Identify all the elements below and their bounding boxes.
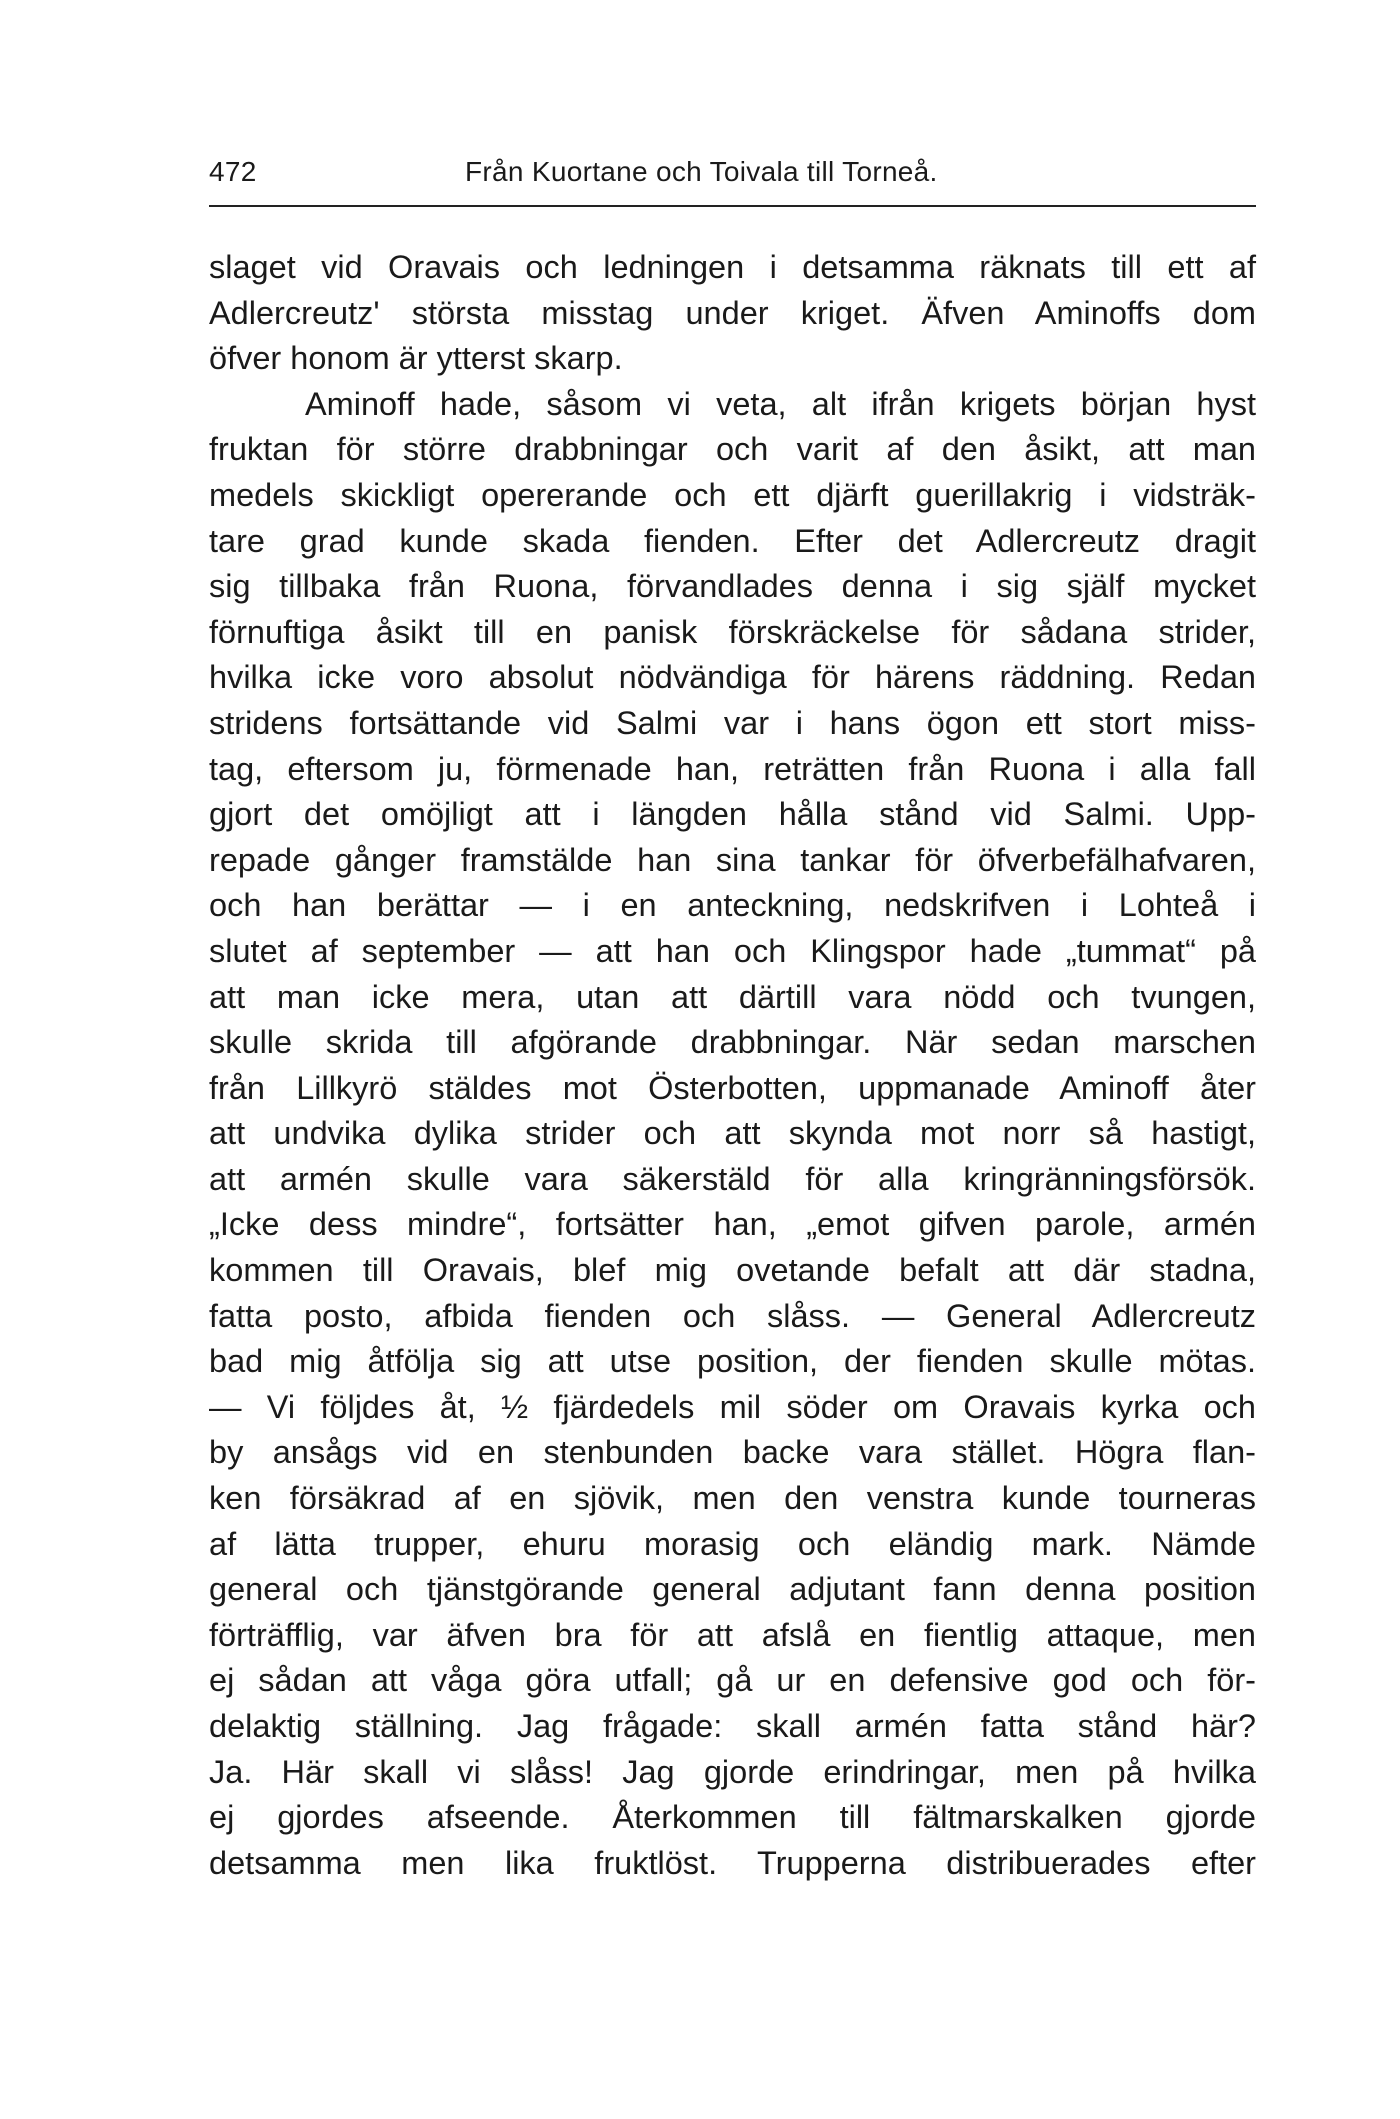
text-line: detsamma men lika fruktlöst. Trupperna distribuerades efter — [209, 1844, 1256, 1881]
text-line: tare grad kunde skada fienden. Efter det Adlercreutz dragit — [209, 522, 1256, 559]
text-line: förträfflig, var äfven bra för att afslå en fientlig attaque, men — [209, 1616, 1256, 1653]
text-line: att man icke mera, utan att därtill vara nödd och tvungen, — [209, 978, 1256, 1015]
text-line: att undvika dylika strider och att skynda mot norr så hastigt, — [209, 1115, 1256, 1152]
text-line: medels skickligt opererande och ett djärft guerillakrig i vidsträk- — [209, 476, 1256, 513]
text-line: slaget vid Oravais och ledningen i detsamma räknats till ett af — [209, 249, 1256, 285]
text-line: tag, eftersom ju, förmenade han, reträtten från Ruona i alla fall — [209, 750, 1256, 787]
text-line: gjort det omöjligt att i längden hålla stånd vid Salmi. Upp- — [209, 796, 1256, 833]
text-line: stridens fortsättande vid Salmi var i hans ögon ett stort miss- — [209, 704, 1256, 741]
page-number: 472 — [209, 156, 257, 187]
text-line: hvilka icke voro absolut nödvändiga för härens räddning. Redan — [209, 659, 1256, 696]
text-line: öfver honom är ytterst skarp. — [209, 340, 623, 377]
text-line: „Icke dess mindre“, fortsätter han, „emot gifven parole, armén — [209, 1206, 1256, 1243]
body-text — [209, 245, 1256, 1886]
book-page — [209, 150, 1256, 1881]
text-line: Aminoff hade, såsom vi veta, alt ifrån krigets början hyst — [305, 385, 1256, 422]
text-line: Adlercreutz' största misstag under kriget. Äfven Aminoffs dom — [209, 294, 1256, 331]
text-line: delaktig ställning. Jag frågade: skall armén fatta stånd här? — [209, 1708, 1256, 1744]
text-line: ej sådan att våga göra utfall; gå ur en defensive god och för- — [209, 1662, 1256, 1699]
text-line: af lätta trupper, ehuru morasig och eländig mark. Nämde — [209, 1525, 1256, 1562]
text-line: general och tjänstgörande general adjutant fann denna position — [209, 1571, 1256, 1608]
text-line: Ja. Här skall vi slåss! Jag gjorde erindringar, men på hvilka — [209, 1753, 1256, 1790]
text-line: bad mig åtfölja sig att utse position, der fienden skulle mötas. — [209, 1343, 1256, 1380]
text-line: sig tillbaka från Ruona, förvandlades denna i sig själf mycket — [209, 568, 1256, 605]
text-line: från Lillkyrö stäldes mot Österbotten, uppmanade Aminoff åter — [209, 1069, 1256, 1106]
text-line: repade gånger framstälde han sina tankar för öfverbefälhafvaren, — [209, 841, 1256, 878]
text-line: ej gjordes afseende. Återkommen till fältmarskalken gjorde — [209, 1799, 1256, 1836]
text-line: förnuftiga åsikt till en panisk förskräckelse för sådana strider, — [209, 613, 1256, 650]
text-line: skulle skrida till afgörande drabbningar. När sedan marschen — [209, 1024, 1256, 1061]
running-title: Från Kuortane och Toivala till Torneå. — [465, 156, 938, 187]
text-line: by ansågs vid en stenbunden backe vara stället. Högra flan- — [209, 1434, 1256, 1471]
text-line: — Vi följdes åt, ½ fjärdedels mil söder om Oravais kyrka och — [209, 1388, 1256, 1425]
text-line: och han berättar — i en anteckning, nedskrifven i Lohteå i — [209, 887, 1256, 924]
text-line: fruktan för större drabbningar och varit af den åsikt, att man — [209, 431, 1256, 468]
text-line: fatta posto, afbida fienden och slåss. — General Adlercreutz — [209, 1297, 1256, 1334]
text-line: ken försäkrad af en sjövik, men den venstra kunde tourneras — [209, 1480, 1256, 1517]
text-line: slutet af september — att han och Klingspor hade „tummat“ på — [209, 932, 1256, 969]
header-rule — [209, 205, 1256, 207]
text-line: kommen till Oravais, blef mig ovetande befalt att där stadna, — [209, 1252, 1256, 1289]
running-head — [209, 150, 1256, 194]
text-line: att armén skulle vara säkerstäld för alla kringränningsförsök. — [209, 1160, 1256, 1197]
